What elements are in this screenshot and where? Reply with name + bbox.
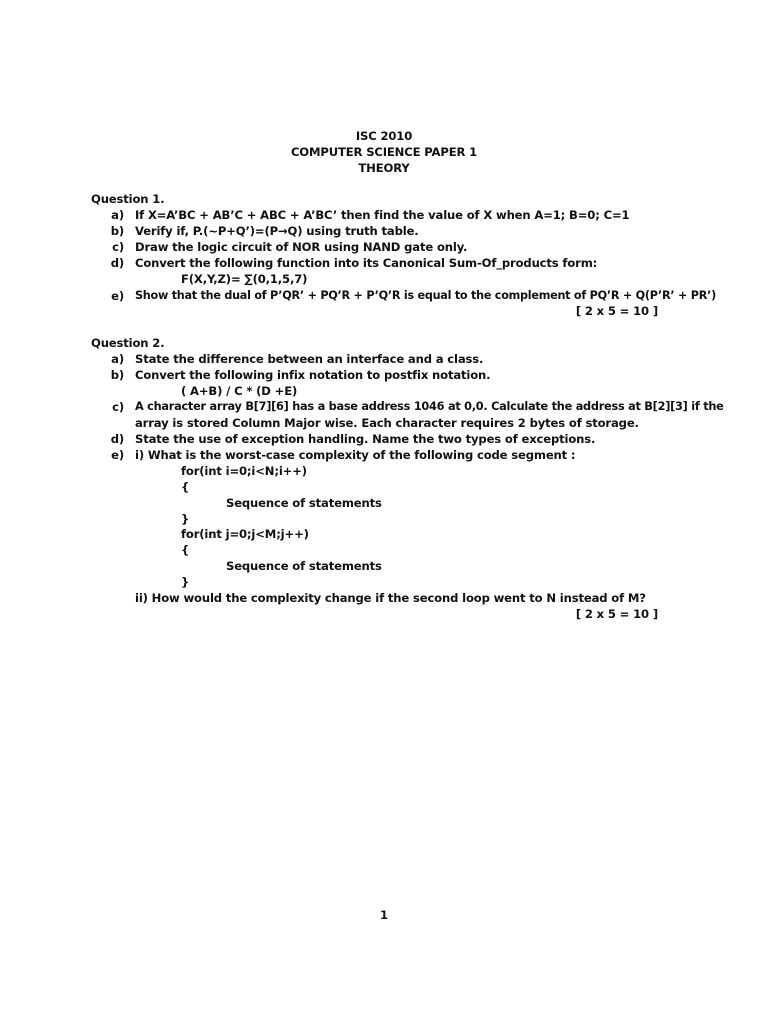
q2-d-text: State the use of exception handling. Name the two types of exceptions. [135, 432, 596, 446]
q1-d-text: Convert the following function into its Canonical Sum-Of_products form: [135, 256, 598, 270]
code-for-loop-2: for(int j=0;j<M;j++) [181, 527, 309, 541]
question-2-heading: Question 2. [91, 336, 165, 350]
q1-a-text: If X=A’BC + AB’C + ABC + A’BC’ then find the value of X when A=1; B=0; C=1 [135, 208, 630, 222]
q2-a-text: State the difference between an interface and a class. [135, 352, 484, 366]
question-1-heading: Question 1. [91, 192, 165, 206]
q1-c-text: Draw the logic circuit of NOR using NAND gate only. [135, 240, 468, 254]
q2-c-text: A character array B[7][6] has a base address 1046 at 0,0. Calculate the address at B[2][3] if the [135, 400, 724, 413]
q1-a-label: a) [111, 208, 124, 222]
q1-e-label: e) [111, 289, 124, 303]
code-open-brace-1: { [181, 480, 190, 494]
paper-title-line1: ISC 2010 [355, 129, 413, 143]
q2-b-label: b) [110, 368, 124, 382]
q1-marks: [ 2 x 5 = 10 ] [575, 304, 658, 318]
code-close-brace-2: } [181, 575, 190, 589]
code-body-2: Sequence of statements [226, 559, 382, 573]
q2-c-label: c) [112, 400, 124, 414]
q2-e-text: i) What is the worst-case complexity of the following code segment : [135, 448, 576, 462]
q2-d-label: d) [110, 432, 124, 446]
paper-title-line2: COMPUTER SCIENCE PAPER 1 [290, 145, 478, 159]
q1-e-text: Show that the dual of P’QR’ + PQ’R + P’Q’R is equal to the complement of PQ’R + Q(P’R’ + PR’) [135, 289, 716, 302]
q1-c-label: c) [112, 240, 124, 254]
q2-b-infix: ( A+B) / C * (D +E) [181, 384, 298, 398]
q1-d-formula: F(X,Y,Z)= ∑(0,1,5,7) [181, 272, 308, 286]
paper-title-line3: THEORY [358, 161, 410, 175]
q2-a-label: a) [111, 352, 124, 366]
q2-e-label: e) [111, 448, 124, 462]
q1-b-text: Verify if, P.(~P+Q’)=(P→Q) using truth table. [135, 224, 419, 238]
code-open-brace-2: { [181, 543, 190, 557]
q2-b-text: Convert the following infix notation to postfix notation. [135, 368, 491, 382]
q1-d-label: d) [110, 256, 124, 270]
code-for-loop-1: for(int i=0;i<N;i++) [181, 464, 307, 478]
q2-marks: [ 2 x 5 = 10 ] [575, 607, 658, 621]
page-number: 1 [380, 908, 388, 922]
q2-c-continuation: array is stored Column Major wise. Each character requires 2 bytes of storage. [135, 416, 639, 430]
q1-b-label: b) [110, 224, 124, 238]
code-body-1: Sequence of statements [226, 496, 382, 510]
code-close-brace-1: } [181, 512, 190, 526]
q2-e-ii-text: ii) How would the complexity change if the second loop went to N instead of M? [135, 591, 646, 605]
